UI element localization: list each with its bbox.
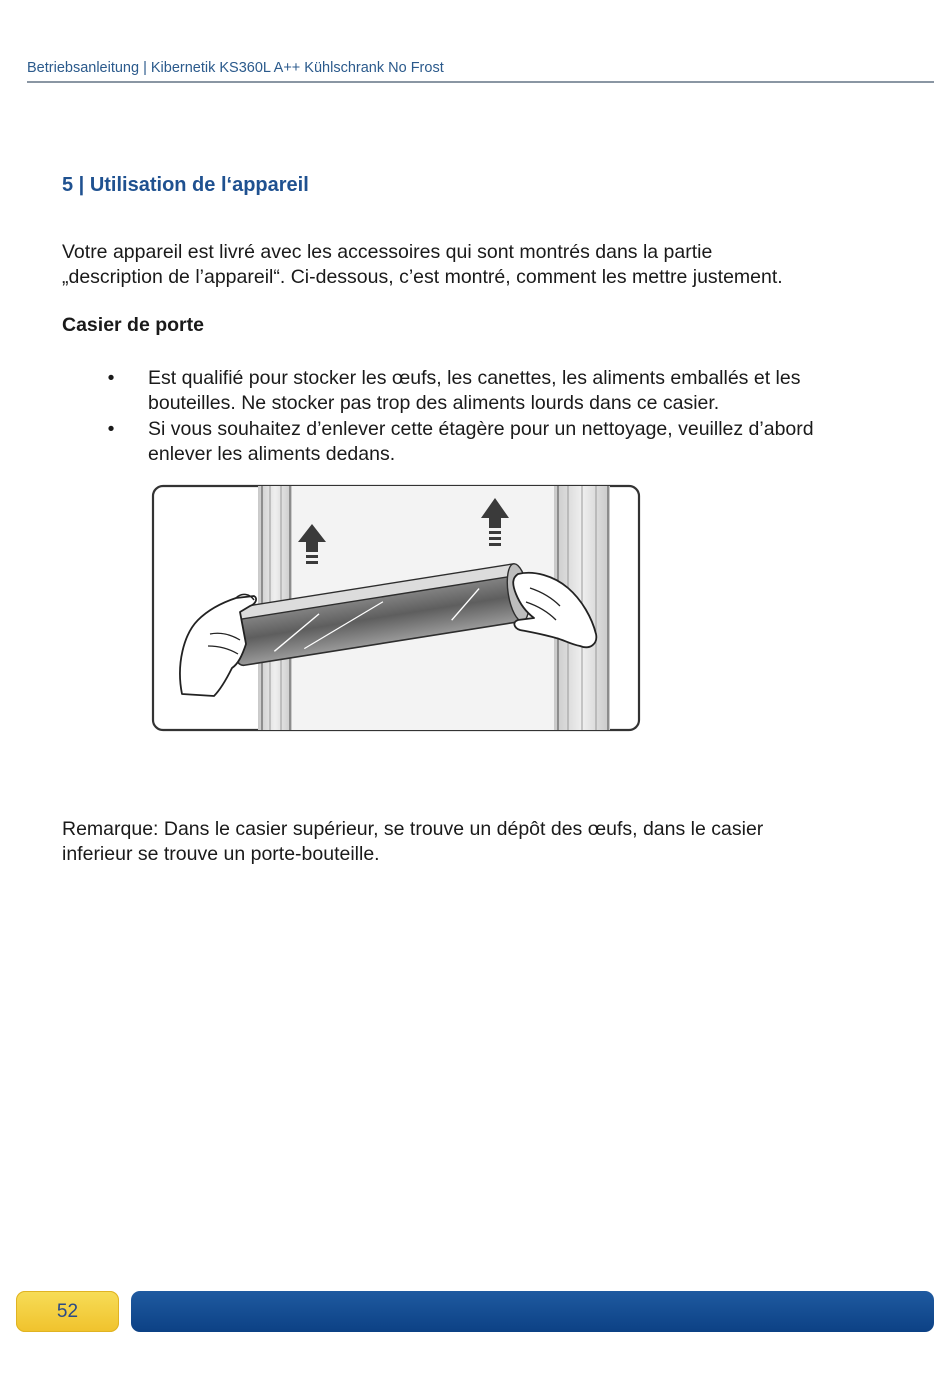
page-number-badge — [16, 1291, 119, 1332]
remark-paragraph — [62, 817, 922, 867]
list-item — [104, 366, 904, 416]
intro-line-2: „description de l’appareil“. Ci-dessous, c’est montré, comment les mettre justement. — [62, 266, 783, 288]
door-shelf-removal-illustration — [150, 484, 642, 734]
bullet-icon: • — [107, 367, 115, 389]
list-item-line: Est qualifié pour stocker les œufs, les canettes, les aliments emballés et les — [148, 367, 801, 389]
list-item-line: bouteilles. Ne stocker pas trop des aliments lourds dans ce casier. — [148, 392, 720, 414]
remark-line-2: inferieur se trouve un porte-bouteille. — [62, 843, 380, 865]
intro-line-1: Votre appareil est livré avec les accessoires qui sont montrés dans la partie — [62, 241, 713, 263]
section-title: 5 | Utilisation de l‘appareil — [62, 174, 309, 196]
page-number: 52 — [56, 1301, 79, 1322]
list-item — [104, 417, 904, 467]
footer-bar — [131, 1291, 934, 1332]
list-item-line: enlever les aliments dedans. — [148, 443, 396, 465]
list-item-line: Si vous souhaitez d’enlever cette étagère pour un nettoyage, veuillez d’abord — [148, 418, 814, 440]
header-divider — [27, 81, 934, 83]
intro-paragraph — [62, 240, 922, 290]
remark-line-1: Remarque: Dans le casier supérieur, se trouve un dépôt des œufs, dans le casier — [62, 818, 764, 840]
bullet-icon: • — [107, 418, 115, 440]
running-header: Betriebsanleitung | Kibernetik KS360L A++ Kühlschrank No Frost — [27, 60, 444, 76]
subheading-door-shelf: Casier de porte — [62, 314, 204, 336]
bullet-list — [104, 366, 904, 468]
